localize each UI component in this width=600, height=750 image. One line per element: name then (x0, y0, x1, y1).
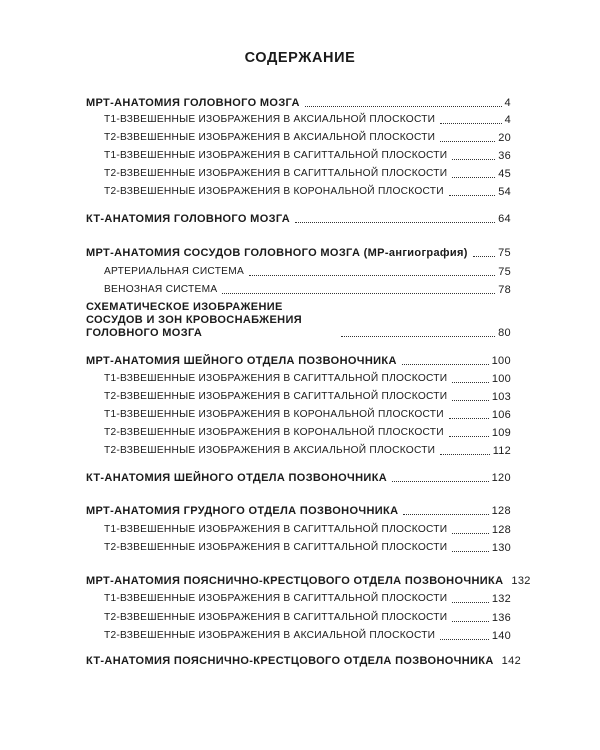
toc-page-number: 54 (498, 186, 511, 198)
toc-page-number: 80 (498, 327, 511, 339)
toc-entry-label: МРТ-АНАТОМИЯ ГРУДНОГО ОТДЕЛА ПОЗВОНОЧНИКА (86, 505, 399, 517)
page-title: СОДЕРЖАНИЕ (244, 50, 356, 66)
toc-entry-label: Т2-ВЗВЕШЕННЫЕ ИЗОБРАЖЕНИЯ В АКСИАЛЬНОЙ ПЛОСКОСТИ (104, 132, 436, 143)
toc-entry-label: МРТ-АНАТОМИЯ ГОЛОВНОГО МОЗГА (86, 97, 300, 109)
toc-section-entry (86, 352, 511, 368)
toc-entry-label: Т1-ВЗВЕШЕННЫЕ ИЗОБРАЖЕНИЯ В САГИТТАЛЬНОЙ ПЛОСКОСТИ (104, 150, 448, 161)
toc-page-number: 142 (501, 655, 522, 667)
toc-page-number: 75 (498, 247, 511, 259)
dot-leader (452, 159, 495, 160)
toc-page-number: 132 (491, 593, 511, 605)
toc-entry-label: Т2-ВЗВЕШЕННЫЕ ИЗОБРАЖЕНИЯ В АКСИАЛЬНОЙ ПЛОСКОСТИ (104, 630, 436, 641)
dot-leader (305, 106, 502, 107)
toc-subsection-entry (104, 424, 511, 440)
toc-entry-label: Т2-ВЗВЕШЕННЫЕ ИЗОБРАЖЕНИЯ В САГИТТАЛЬНОЙ ПЛОСКОСТИ (104, 612, 448, 623)
toc-page-number: 106 (491, 409, 511, 421)
toc-page-number: 20 (498, 132, 511, 144)
toc-page-number: 109 (491, 427, 511, 439)
toc-page-number: 140 (491, 630, 511, 642)
dot-leader (440, 141, 495, 142)
toc-page-number: 132 (511, 575, 531, 587)
dot-leader (392, 481, 489, 482)
toc-page-number: 4 (504, 114, 511, 126)
toc-section-entry (86, 572, 531, 588)
toc-subsection-entry (104, 627, 511, 643)
toc-entry-label: МРТ-АНАТОМИЯ СОСУДОВ ГОЛОВНОГО МОЗГА (МР-ангиография) (86, 247, 468, 259)
toc-section-entry (86, 652, 522, 668)
toc-entry-label: КТ-АНАТОМИЯ ГОЛОВНОГО МОЗГА (86, 213, 291, 225)
dot-leader (249, 275, 495, 276)
dot-leader (449, 436, 489, 437)
toc-page-number: 128 (491, 505, 511, 517)
toc-subsection-entry (104, 388, 511, 404)
toc-entry-label: КТ-АНАТОМИЯ ПОЯСНИЧНО-КРЕСТЦОВОГО ОТДЕЛА ПОЗВОНОЧНИКА (86, 655, 494, 667)
toc-page-number: 36 (498, 150, 511, 162)
toc-entry-label: Т1-ВЗВЕШЕННЫЕ ИЗОБРАЖЕНИЯ В САГИТТАЛЬНОЙ ПЛОСКОСТИ (104, 524, 448, 535)
toc-entry-label: Т2-ВЗВЕШЕННЫЕ ИЗОБРАЖЕНИЯ В САГИТТАЛЬНОЙ ПЛОСКОСТИ (104, 542, 448, 553)
dot-leader (452, 177, 495, 178)
toc-page-number: 45 (498, 168, 511, 180)
toc-section-entry (86, 210, 511, 226)
dot-leader (452, 621, 489, 622)
toc-subsection-entry (104, 183, 511, 199)
toc-entry-label: СХЕМАТИЧЕСКОЕ ИЗОБРАЖЕНИЕ СОСУДОВ И ЗОН КРОВОСНАБЖЕНИЯ ГОЛОВНОГО МОЗГА (86, 301, 302, 339)
toc-subsection-entry (104, 539, 511, 555)
toc-page-number: 136 (491, 612, 511, 624)
toc-entry-label: Т1-ВЗВЕШЕННЫЕ ИЗОБРАЖЕНИЯ В КОРОНАЛЬНОЙ ПЛОСКОСТИ (104, 409, 444, 420)
toc-subsection-entry (104, 111, 511, 127)
toc-subsection-entry (104, 406, 511, 422)
toc-entry-label: Т2-ВЗВЕШЕННЫЕ ИЗОБРАЖЕНИЯ В АКСИАЛЬНОЙ ПЛОСКОСТИ (104, 445, 436, 456)
toc-section-entry (86, 502, 511, 518)
toc-section-entry (86, 469, 511, 485)
toc-page-number: 103 (491, 391, 511, 403)
dot-leader (452, 551, 489, 552)
toc-page-number: 4 (504, 97, 511, 109)
toc-entry-label: Т2-ВЗВЕШЕННЫЕ ИЗОБРАЖЕНИЯ В КОРОНАЛЬНОЙ ПЛОСКОСТИ (104, 186, 444, 197)
toc-page-number: 112 (492, 445, 511, 457)
toc-section-entry (86, 244, 511, 260)
toc-entry-label: МРТ-АНАТОМИЯ ШЕЙНОГО ОТДЕЛА ПОЗВОНОЧНИКА (86, 355, 397, 367)
toc-entry-label: Т1-ВЗВЕШЕННЫЕ ИЗОБРАЖЕНИЯ В АКСИАЛЬНОЙ ПЛОСКОСТИ (104, 114, 436, 125)
dot-leader (452, 382, 489, 383)
dot-leader (449, 195, 495, 196)
toc-page-number: 78 (498, 284, 511, 296)
toc-page-number: 120 (491, 472, 511, 484)
toc-entry-label: Т2-ВЗВЕШЕННЫЕ ИЗОБРАЖЕНИЯ В САГИТТАЛЬНОЙ ПЛОСКОСТИ (104, 168, 448, 179)
dot-leader (222, 293, 495, 294)
toc-subsection-entry (104, 147, 511, 163)
dot-leader (440, 123, 501, 124)
toc-entry-label: Т1-ВЗВЕШЕННЫЕ ИЗОБРАЖЕНИЯ В САГИТТАЛЬНОЙ ПЛОСКОСТИ (104, 593, 448, 604)
dot-leader (341, 336, 495, 337)
toc-section-entry (86, 94, 511, 110)
dot-leader (440, 454, 489, 455)
toc-subsection-entry (104, 370, 511, 386)
toc-subsection-entry (104, 263, 511, 279)
toc-subsection-entry (104, 609, 511, 625)
toc-subsection-entry (104, 442, 511, 458)
dot-leader (295, 222, 495, 223)
dot-leader (452, 602, 489, 603)
toc-entry-label: КТ-АНАТОМИЯ ШЕЙНОГО ОТДЕЛА ПОЗВОНОЧНИКА (86, 472, 388, 484)
toc-page-number: 100 (491, 355, 511, 367)
dot-leader (440, 639, 489, 640)
toc-section-entry (86, 301, 511, 340)
toc-subsection-entry (104, 129, 511, 145)
toc-entry-label: ВЕНОЗНАЯ СИСТЕМА (104, 284, 218, 295)
toc-page-number: 130 (491, 542, 511, 554)
dot-leader (473, 256, 495, 257)
dot-leader (402, 364, 489, 365)
dot-leader (452, 533, 489, 534)
toc-page-number: 75 (498, 266, 511, 278)
toc-entry-label: АРТЕРИАЛЬНАЯ СИСТЕМА (104, 266, 244, 277)
dot-leader (449, 418, 489, 419)
toc-page-number: 100 (491, 373, 511, 385)
toc-entry-label: Т2-ВЗВЕШЕННЫЕ ИЗОБРАЖЕНИЯ В КОРОНАЛЬНОЙ ПЛОСКОСТИ (104, 427, 444, 438)
toc-subsection-entry (104, 590, 511, 606)
dot-leader (452, 400, 489, 401)
toc-entry-label: МРТ-АНАТОМИЯ ПОЯСНИЧНО-КРЕСТЦОВОГО ОТДЕЛА ПОЗВОНОЧНИКА (86, 575, 504, 587)
toc-page-number: 128 (491, 524, 511, 536)
toc-subsection-entry (104, 281, 511, 297)
toc-subsection-entry (104, 521, 511, 537)
toc-entry-label: Т2-ВЗВЕШЕННЫЕ ИЗОБРАЖЕНИЯ В САГИТТАЛЬНОЙ ПЛОСКОСТИ (104, 391, 448, 402)
dot-leader (403, 514, 488, 515)
toc-entry-label: Т1-ВЗВЕШЕННЫЕ ИЗОБРАЖЕНИЯ В САГИТТАЛЬНОЙ ПЛОСКОСТИ (104, 373, 448, 384)
toc-subsection-entry (104, 165, 511, 181)
toc-page-number: 64 (498, 213, 511, 225)
